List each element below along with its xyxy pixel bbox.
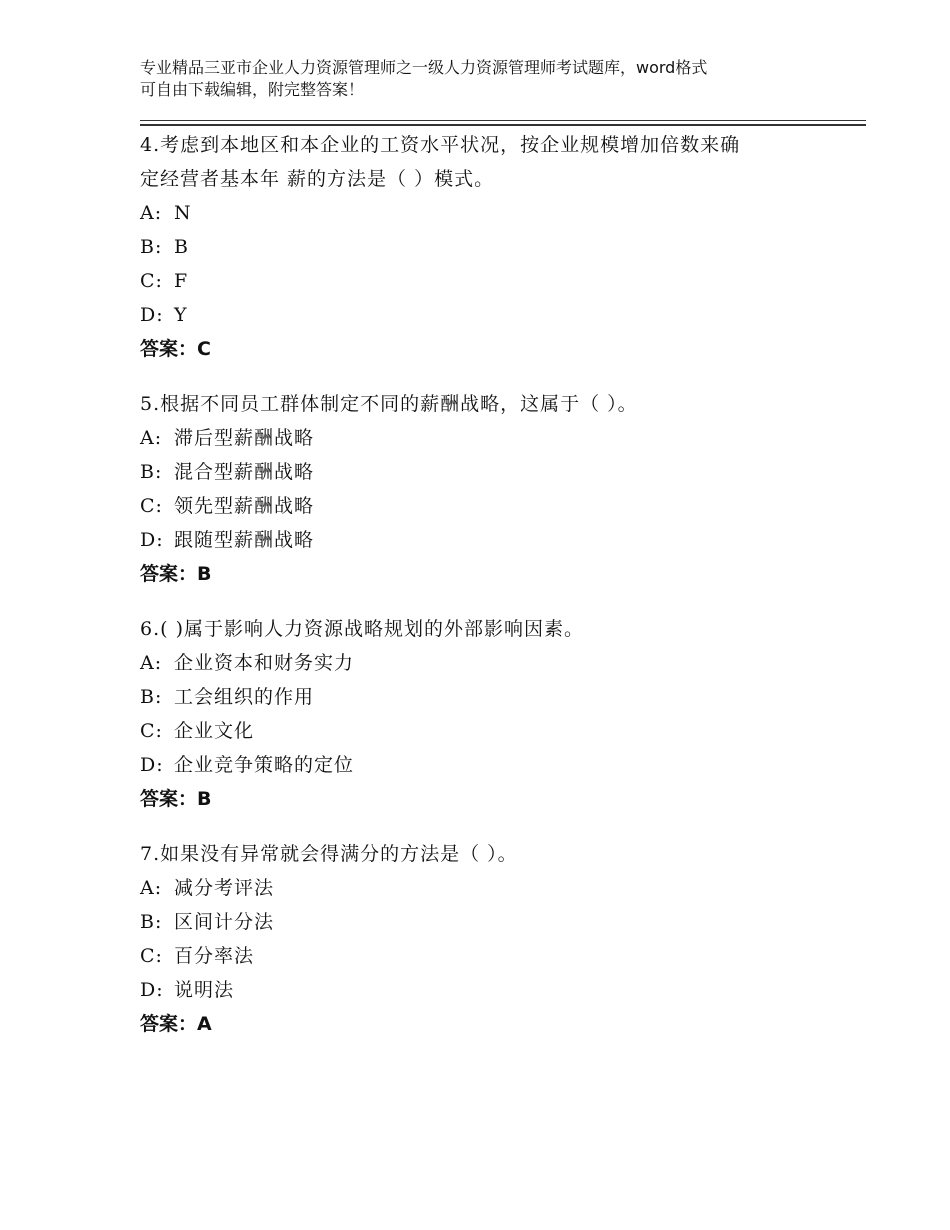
option-letter: B: xyxy=(140,236,163,258)
option-letter: C: xyxy=(140,495,163,517)
option-a xyxy=(140,871,820,905)
header-line-1: 专业精品三亚市企业人力资源管理师之一级人力资源管理师考试题库，word格式 xyxy=(140,58,708,77)
document-header xyxy=(140,57,820,101)
option-text: 说明法 xyxy=(174,979,235,1001)
question-item xyxy=(140,612,820,816)
option-text: 百分率法 xyxy=(174,945,255,967)
question-stem-line: 4.考虑到本地区和本企业的工资水平状况，按企业规模增加倍数来确 xyxy=(140,134,741,156)
question-stem-line: 6.( )属于影响人力资源战略规划的外部影响因素。 xyxy=(140,618,584,640)
header-divider-thick xyxy=(140,124,866,126)
option-c xyxy=(140,264,820,298)
question-stem-line: 定经营者基本年 薪的方法是（ ）模式。 xyxy=(140,168,495,190)
question-stem-line: 7.如果没有异常就会得满分的方法是（ ）。 xyxy=(140,843,518,865)
answer-label: 答案：B xyxy=(140,788,212,810)
option-text: F xyxy=(174,270,189,292)
option-b xyxy=(140,905,820,939)
answer-label: 答案：A xyxy=(140,1013,212,1035)
option-letter: D: xyxy=(140,754,164,776)
option-text: B xyxy=(174,236,189,258)
option-letter: D: xyxy=(140,529,164,551)
question-stem-line: 5.根据不同员工群体制定不同的薪酬战略，这属于（ ）。 xyxy=(140,393,638,415)
option-letter: D: xyxy=(140,979,164,1001)
option-letter: D: xyxy=(140,304,164,326)
option-letter: C: xyxy=(140,720,163,742)
question-item xyxy=(140,128,820,366)
option-d xyxy=(140,298,820,332)
option-text: 工会组织的作用 xyxy=(174,686,315,708)
option-d xyxy=(140,973,820,1007)
option-letter: A: xyxy=(140,202,163,224)
option-letter: C: xyxy=(140,270,163,292)
option-text: 滞后型薪酬战略 xyxy=(174,427,315,449)
option-b xyxy=(140,455,820,489)
header-divider-thin xyxy=(140,120,866,121)
option-text: 企业竞争策略的定位 xyxy=(174,754,355,776)
option-text: 领先型薪酬战略 xyxy=(174,495,315,517)
question-item xyxy=(140,387,820,591)
option-b xyxy=(140,680,820,714)
option-c xyxy=(140,939,820,973)
option-a xyxy=(140,646,820,680)
question-list xyxy=(140,128,820,1062)
option-a xyxy=(140,196,820,230)
option-letter: B: xyxy=(140,686,163,708)
option-text: 企业文化 xyxy=(174,720,255,742)
option-letter: C: xyxy=(140,945,163,967)
answer-label: 答案：B xyxy=(140,563,212,585)
header-line-2: 可自由下载编辑，附完整答案！ xyxy=(140,80,365,99)
option-text: 减分考评法 xyxy=(174,877,275,899)
answer-label: 答案：C xyxy=(140,338,211,360)
option-text: 企业资本和财务实力 xyxy=(174,652,355,674)
option-b xyxy=(140,230,820,264)
option-a xyxy=(140,421,820,455)
question-item xyxy=(140,837,820,1041)
option-letter: A: xyxy=(140,427,163,449)
option-text: 跟随型薪酬战略 xyxy=(174,529,315,551)
option-text: Y xyxy=(174,304,188,326)
option-c xyxy=(140,714,820,748)
option-letter: B: xyxy=(140,911,163,933)
option-text: 混合型薪酬战略 xyxy=(174,461,315,483)
option-d xyxy=(140,523,820,557)
option-letter: A: xyxy=(140,652,163,674)
option-text: N xyxy=(174,202,192,224)
option-letter: A: xyxy=(140,877,163,899)
option-d xyxy=(140,748,820,782)
option-text: 区间计分法 xyxy=(174,911,275,933)
option-letter: B: xyxy=(140,461,163,483)
option-c xyxy=(140,489,820,523)
